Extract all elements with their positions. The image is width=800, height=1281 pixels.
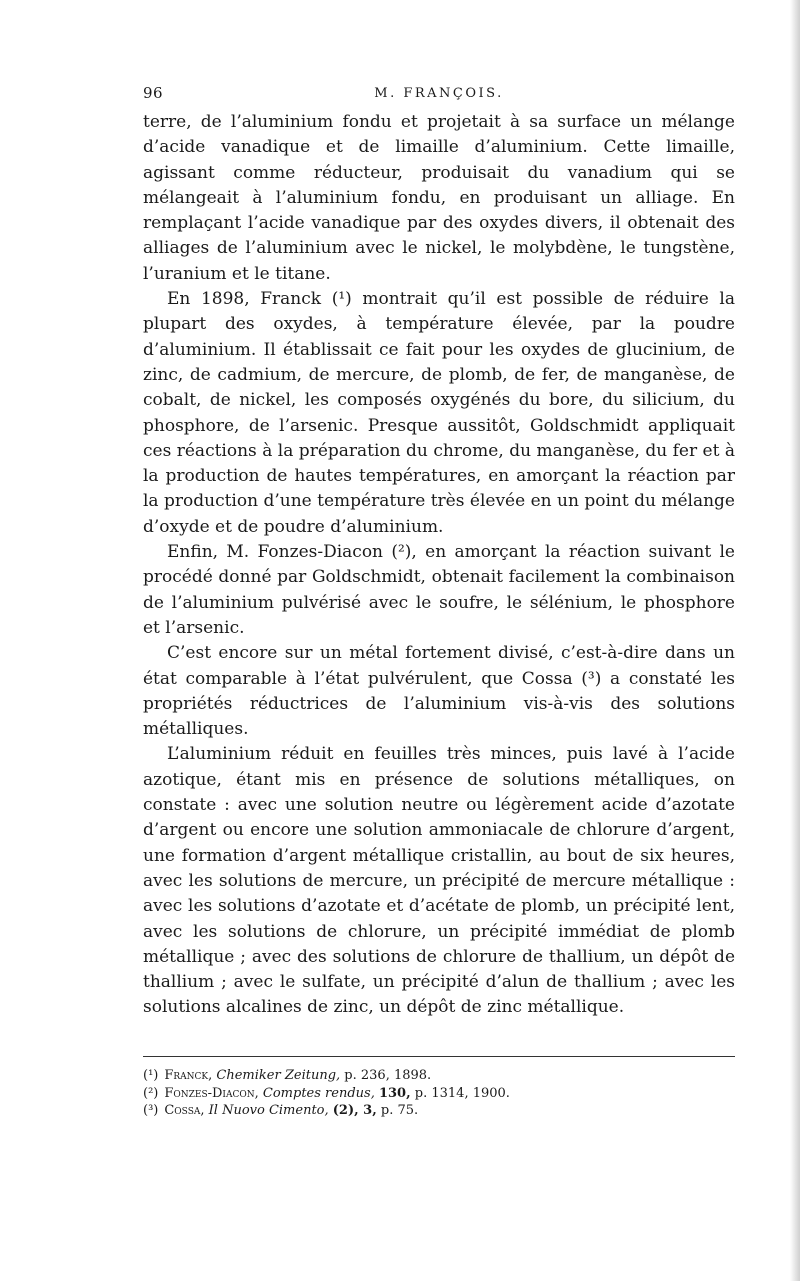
footnote-title: Comptes rendus, (262, 1085, 375, 1101)
footnote-author: Franck, (164, 1068, 213, 1083)
footnote-title: Il Nuovo Cimento, (208, 1103, 329, 1118)
footnote-author: Fonzes-Diacon, (164, 1085, 259, 1101)
footnote-title: Chemiker Zeitung, (216, 1068, 341, 1083)
footnote-3 (143, 1102, 735, 1120)
footnote-rule (143, 1056, 735, 1057)
paragraph-aluminium-feuilles: L’aluminium réduit en feuilles très minces, puis lavé à l’acide azotique, étant mis en présence de solutions métalliques, on constate : avec une solution neutre ou légèrement acide d’azotate d’argent ou encore une solution ammoniacale de chlorure d’argent, une formation d’argent métallique cristallin, au bout de six heures, avec les solutions de mercure, un précipité de mercure métallique : avec les solutions d’azotate et d’acétate de plomb, un précipité lent, avec les solutions de chlorure, un précipité immédiat de plomb métallique ; avec des solutions de chlorure de thallium, un dépôt de thallium ; avec le sulfate, un précipité d’alun de thallium ; avec les solutions alcalines de zinc, un dépôt de zinc métallique. (143, 744, 735, 1018)
footnote-volume: 130, (378, 1085, 411, 1101)
page-number: 96 (143, 84, 164, 102)
footnotes (143, 1067, 735, 1120)
footnote-author: Cossa, (164, 1103, 205, 1118)
paragraph-fonzes-diacon: Enfin, M. Fonzes-Diacon (²), en amorçant la réaction suivant le procédé donné par Goldschmidt, obtenait facilement la combinaison de l’aluminium pulvérisé avec le soufre, le sélénium, le phosphore et l’arsenic. (143, 542, 735, 638)
footnote-volume: (2), 3, (332, 1103, 377, 1118)
page-edge-shadow (790, 0, 800, 1281)
running-head: M. FRANÇOIS. (374, 86, 504, 101)
paragraph-continuation: terre, de l’aluminium fondu et projetait à sa surface un mélange d’acide vanadique et de limaille d’aluminium. Cette limaille, agissant comme réducteur, produisait du vanadium qui se mélangeait à l’aluminium fondu, en produisant un alliage. En remplaçant l’acide vanadique par des oxydes divers, il obtenait des alliages de l’aluminium avec le nickel, le molybdène, le tungstène, l’uranium et le titane. (143, 112, 735, 284)
footnote-reference: p. 236, 1898. (344, 1068, 432, 1083)
footnote-2 (143, 1085, 735, 1103)
page-header (143, 84, 735, 108)
footnote-reference: p. 1314, 1900. (414, 1085, 510, 1101)
footnote-marker: (¹) (143, 1068, 159, 1083)
footnote-marker: (³) (143, 1103, 159, 1118)
body-text (143, 110, 735, 1021)
paragraph-franck: En 1898, Franck (¹) montrait qu’il est possible de réduire la plupart des oxydes, à température élevée, par la poudre d’aluminium. Il établissait ce fait pour les oxydes de glucinium, de zinc, de cadmium, de mercure, de plomb, de fer, de manganèse, de cobalt, de nickel, les composés oxygénés du bore, du silicium, du phosphore, de l’arsenic. Presque aussitôt, Goldschmidt appliquait ces réactions à la préparation du chrome, du manganèse, du fer et à la production de hautes températures, en amorçant la réaction par la production d’une température très élevée en un point du mélange d’oxyde et de poudre d’aluminium. (143, 289, 735, 537)
footnote-marker: (²) (143, 1085, 159, 1101)
paragraph-cossa: C’est encore sur un métal fortement divisé, c’est-à-dire dans un état comparable à l’état pulvérulent, que Cossa (³) a constaté les propriétés réductrices de l’aluminium vis-à-vis des solutions métalliques. (143, 643, 735, 740)
footnote-1 (143, 1067, 735, 1085)
footnote-reference: p. 75. (380, 1103, 419, 1118)
